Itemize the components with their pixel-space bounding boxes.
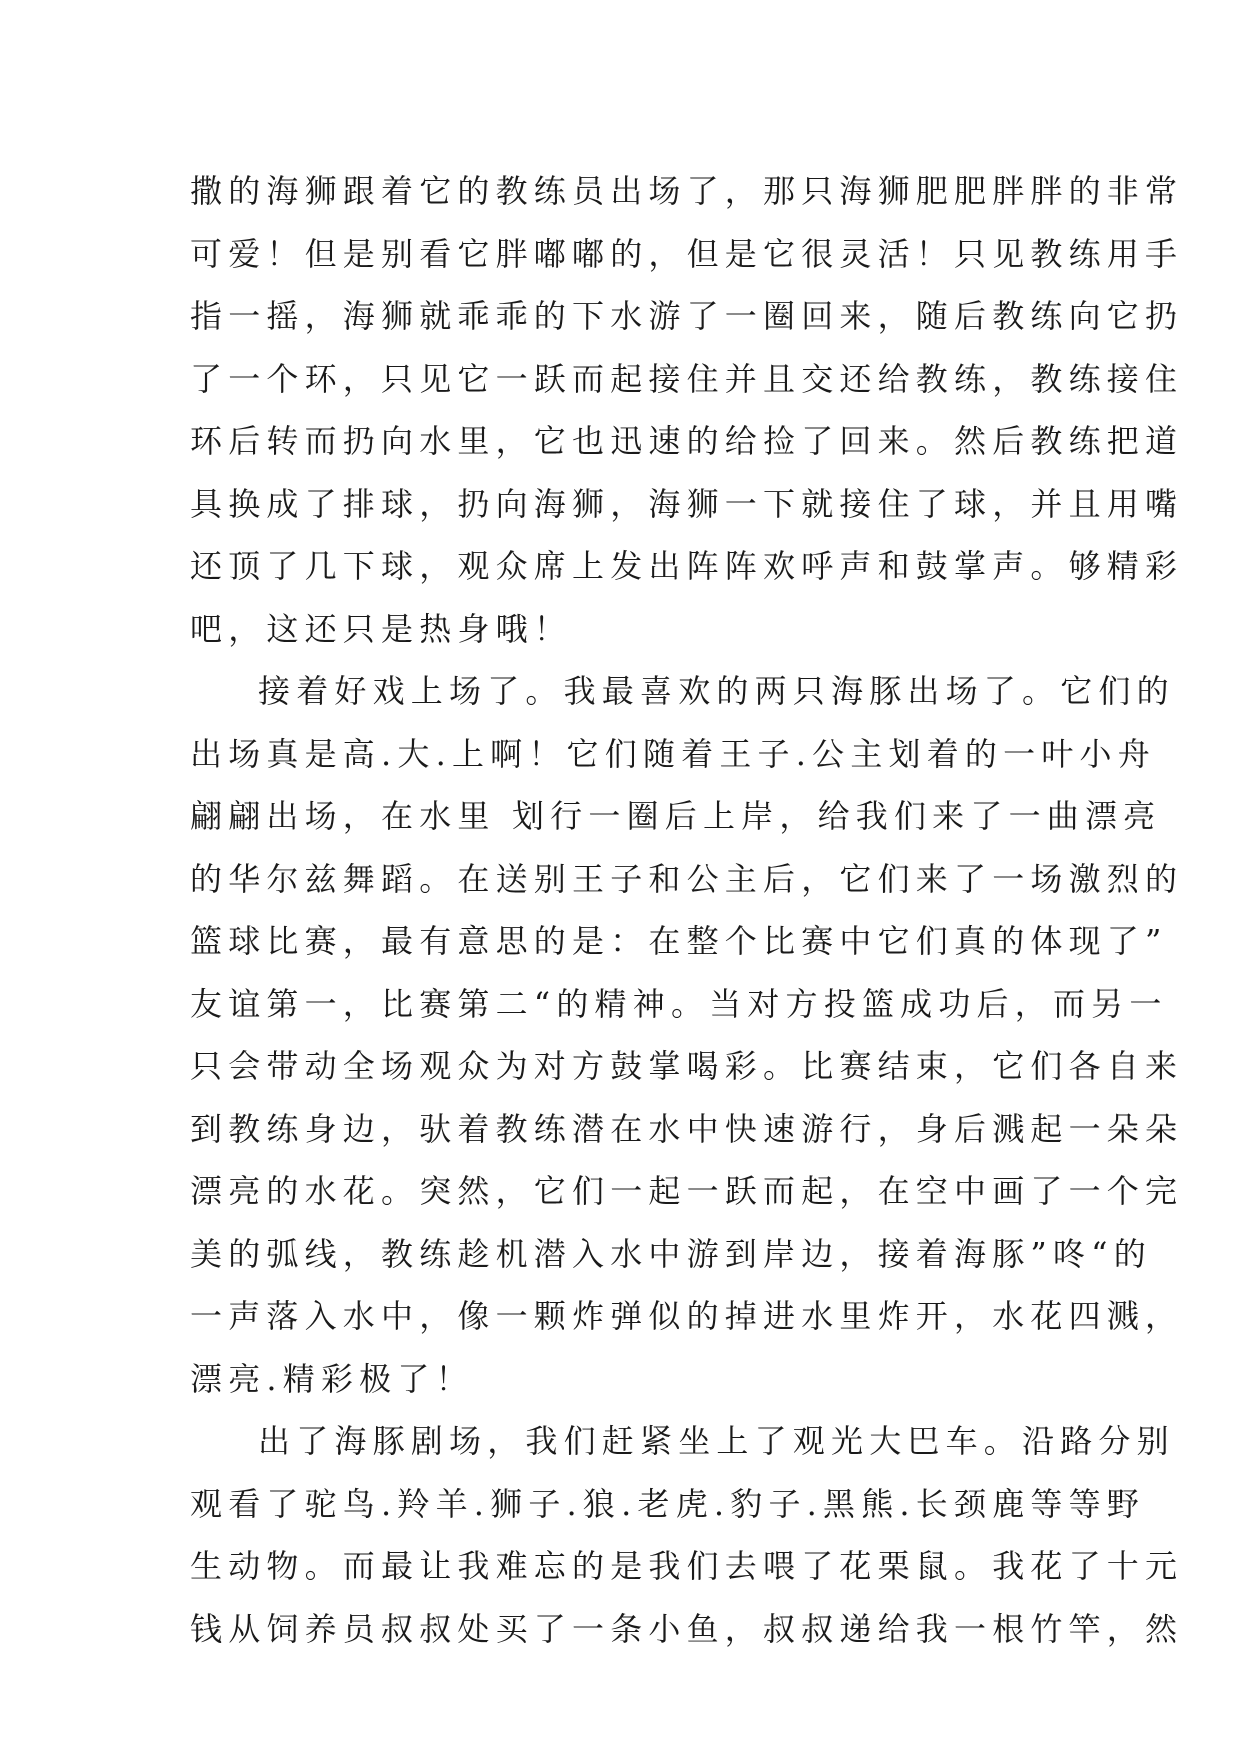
text-line: 到教练身边，驮着教练潜在水中快速游行，身后溅起一朵朵 [190,1109,1184,1148]
text-line: 翩翩出场，在水里 划行一圈后上岸，给我们来了一曲漂亮 [190,797,1162,835]
text-line: 吧，这还只是热身哦！ [190,609,573,648]
text-line: 漂亮的水花。突然，它们一起一跃而起，在空中画了一个完 [190,1172,1184,1210]
text-line: 美的弧线，教练趁机潜入水中游到岸边，接着海豚”咚“的 [190,1234,1152,1273]
text-line: 一声落入水中，像一颗炸弹似的掉进水里炸开，水花四溅， [190,1297,1184,1335]
text-line: 生动物。而最让我难忘的是我们去喂了花栗鼠。我花了十元 [190,1547,1184,1585]
text-line: 钱从饲养员叔叔处买了一条小鱼，叔叔递给我一根竹竿，然 [190,1609,1184,1648]
text-line: 的华尔兹舞蹈。在送别王子和公主后，它们来了一场激烈的 [190,859,1184,898]
text-line: 篮球比赛，最有意思的是：在整个比赛中它们真的体现了” [190,922,1168,960]
text-line: 出了海豚剧场，我们赶紧坐上了观光大巴车。沿路分别 [258,1422,1175,1460]
body-text [190,160,1184,1660]
text-line: 漂亮.精彩极了！ [190,1359,474,1398]
text-line: 还顶了几下球，观众席上发出阵阵欢呼声和鼓掌声。够精彩 [190,547,1184,585]
text-line: 了一个环，只见它一跃而起接住并且交还给教练，教练接住 [190,359,1184,398]
text-line: 环后转而扔向水里，它也迅速的给捡了回来。然后教练把道 [190,422,1184,460]
text-line: 观看了驼鸟.羚羊.狮子.狼.老虎.豹子.黑熊.长颈鹿等等野 [190,1484,1146,1523]
text-line: 撒的海狮跟着它的教练员出场了，那只海狮肥肥胖胖的非常 [190,172,1184,210]
text-line: 接着好戏上场了。我最喜欢的两只海豚出场了。它们的 [258,672,1175,710]
text-line: 指一摇，海狮就乖乖的下水游了一圈回来，随后教练向它扔 [190,297,1184,335]
text-line: 具换成了排球，扔向海狮，海狮一下就接住了球，并且用嘴 [190,484,1184,523]
text-line: 友谊第一，比赛第二“的精神。当对方投篮成功后，而另一 [190,984,1168,1023]
text-line: 可爱！但是别看它胖嘟嘟的，但是它很灵活！只见教练用手 [190,234,1184,273]
text-line: 出场真是高.大.上啊！它们随着王子.公主划着的一叶小舟 [190,734,1156,773]
text-line: 只会带动全场观众为对方鼓掌喝彩。比赛结束，它们各自来 [190,1047,1184,1085]
